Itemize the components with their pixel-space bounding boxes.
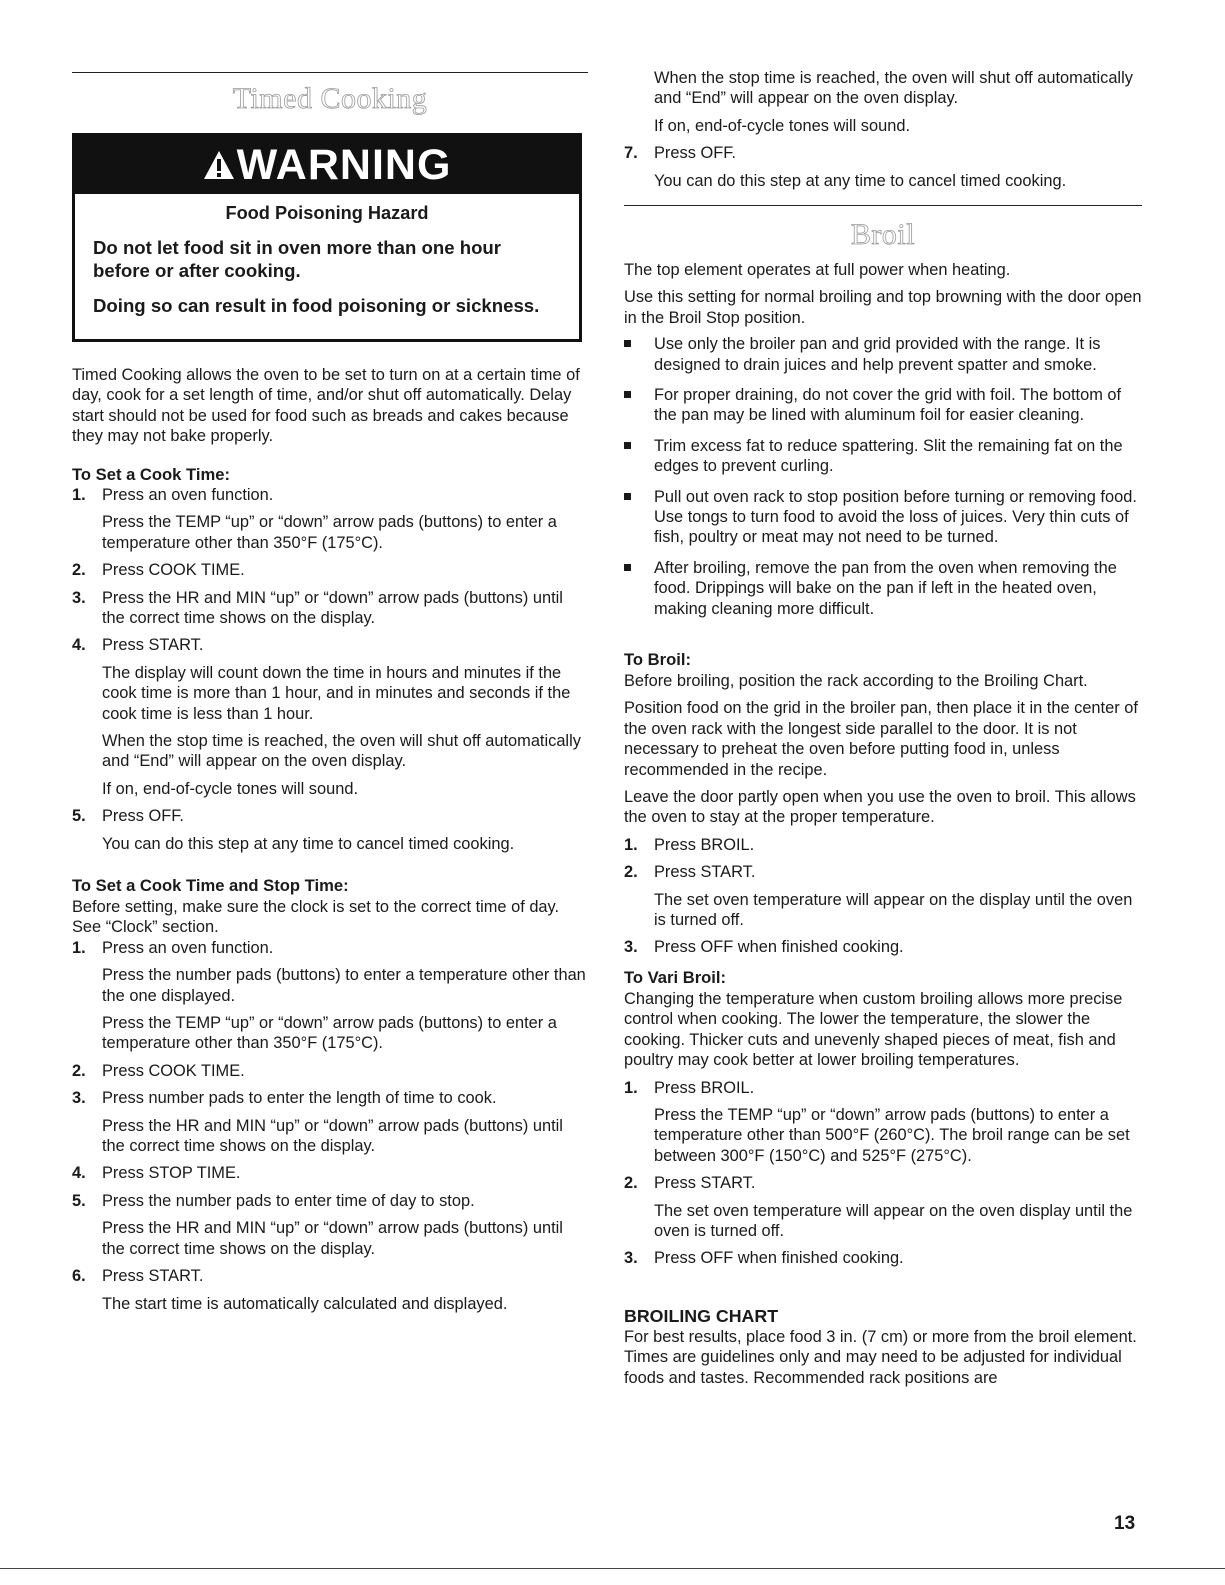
step-item [72,1061,588,1081]
step-number: 6. [72,1267,86,1286]
step-item [72,806,588,854]
step-item [72,1088,588,1156]
step-number: 2. [624,863,638,882]
step-item [72,938,588,1054]
step-number: 4. [72,636,86,655]
step-detail: The start time is automatically calculated and displayed. [102,1294,508,1313]
step-text: Press OFF. [654,144,736,163]
step-number: 4. [72,1164,86,1183]
set-cook-time-section [72,465,588,854]
to-broil-para: Before broiling, position the rack according to the Broiling Chart. [624,672,1088,690]
step-detail: Press the TEMP “up” or “down” arrow pads (buttons) to enter a temperature other than 500°F (260°C). The broil range can be set between 300°F (150°C) and 525°F (275°C). [654,1106,1130,1165]
bullet-text: For proper draining, do not cover the grid with foil. The bottom of the pan may be lined with aluminum foil for easier cleaning. [654,386,1122,425]
step-number: 3. [72,1089,86,1108]
timed-cooking-title: Timed Cooking [232,82,428,115]
step-detail: If on, end-of-cycle tones will sound. [102,779,359,798]
set-cook-time-heading: To Set a Cook Time: [72,465,230,484]
bullet-square-icon [624,493,631,500]
to-broil-para: Leave the door partly open when you use the oven to broil. This allows the oven to stay at the proper temperature. [624,788,1136,827]
bullet-square-icon [624,340,631,347]
warning-hazard: Food Poisoning Hazard [225,203,429,223]
bullet-square-icon [624,564,631,571]
step-item [72,1163,588,1183]
step-item [72,560,588,580]
set-cook-stop-time-intro: Before setting, make sure the clock is set to the correct time of day. See “Clock” section. [72,898,560,937]
step-text: Press OFF when finished cooking. [654,1249,904,1268]
step-text: Press START. [102,636,204,655]
step-item [72,485,588,553]
set-cook-time-steps [72,485,588,854]
bullet-square-icon [624,391,631,398]
step-item [624,1173,1142,1241]
timed-cooking-intro-block [72,365,580,447]
step-text: Press BROIL. [654,1078,755,1097]
step-item [72,1191,588,1259]
step-detail: The set oven temperature will appear on the display until the oven is turned off. [654,890,1133,930]
step-item [72,635,588,799]
step-detail: Press the number pads (buttons) to enter a temperature other than the one displayed. [102,966,586,1005]
step-detail: If on, end-of-cycle tones will sound. [654,116,911,135]
step-text: Press START. [102,1267,204,1286]
step-number: 1. [72,938,86,957]
step-number: 1. [72,486,86,504]
warning-box [72,133,582,342]
step-item [624,835,1142,855]
broiling-chart-section [624,1306,1142,1388]
bullet-item [624,436,1142,477]
step-number: 1. [624,835,638,854]
step-number: 3. [624,1249,638,1268]
broiling-chart-text: For best results, place food 3 in. (7 cm) or more from the broil element. Times are guidelines only and may need to be adjusted for individual foods and tastes. Recommended rack positions are [624,1328,1137,1387]
warning-triangle-icon [203,150,235,180]
step-text: Press BROIL. [654,835,755,854]
set-cook-stop-time-steps [72,938,588,1314]
step-number: 2. [72,561,86,580]
to-broil-heading: To Broil: [624,650,691,669]
bullet-text: Trim excess fat to reduce spattering. Slit the remaining fat on the edges to prevent curling. [654,436,1123,476]
broil-title: Broil [850,218,916,251]
step-text: Press START. [654,1174,756,1193]
bullet-text: After broiling, remove the pan from the oven when removing the food. Drippings will bake on the pan if left in the heated oven, making cleaning more difficult. [654,558,1117,618]
step-item [624,1078,1142,1167]
step-item [72,1266,588,1314]
broil-intro: Use this setting for normal broiling and top browning with the door open in the Broil Stop position. [624,288,1142,327]
step-text: Press the HR and MIN “up” or “down” arrow pads (buttons) until the correct time shows on the display. [102,588,563,628]
step-text: Press STOP TIME. [102,1164,241,1183]
step-detail: The display will count down the time in hours and minutes if the cook time is more than 1 hour, and in minutes and seconds if the cook time is less than 1 hour. [102,663,571,723]
step-detail: You can do this step at any time to cancel timed cooking. [654,171,1067,190]
vari-broil-intro: Changing the temperature when custom broiling allows more precise control when cooking. The lower the temperature, the slower the cooking. Thicker cuts and unevenly shaped pieces of meat, fish and poultry may cook better at lower broiling temperatures. [624,990,1123,1070]
step-text: Press OFF. [102,807,184,826]
step-detail: When the stop time is reached, the oven will shut off automatically and “End” will appear on the oven display. [654,69,1133,108]
broil-rule [624,205,1142,206]
step-detail: Press the HR and MIN “up” or “down” arrow pads (buttons) until the correct time shows on the display. [102,1116,563,1156]
step-number: 7. [624,144,638,163]
top-left-rule [72,72,588,73]
step-text: Press an oven function. [102,486,274,504]
step-detail: The set oven temperature will appear on the oven display until the oven is turned off. [654,1201,1133,1241]
step-detail: When the stop time is reached, the oven will shut off automatically and “End” will appear on the oven display. [102,732,581,771]
step-text: Press the number pads to enter time of day to stop. [102,1191,475,1210]
broil-section [624,260,1142,619]
broil-bullets [624,334,1142,619]
step-text: Press an oven function. [102,938,274,957]
warning-line: Do not let food sit in oven more than one hour before or after cooking. [93,237,502,281]
step-detail: Press the HR and MIN “up” or “down” arrow pads (buttons) until the correct time shows on the display. [102,1219,563,1258]
set-cook-stop-time-heading: To Set a Cook Time and Stop Time: [72,876,349,895]
step-item [624,937,1142,957]
timed-cooking-intro: Timed Cooking allows the oven to be set to turn on at a certain time of day, cook for a set length of time, and/or shut off automatically. Delay start should not be used for food such as breads and cakes because they may not bake properly. [72,366,580,446]
bullet-text: Use only the broiler pan and grid provided with the range. It is designed to drain juices and help prevent spatter and smoke. [654,335,1101,374]
step-text: Press COOK TIME. [102,1061,245,1080]
bullet-item [624,487,1142,548]
step-text: Press COOK TIME. [102,561,245,580]
step-text: Press START. [654,863,756,882]
warning-label: WARNING [236,141,452,189]
step-item [72,588,588,629]
broil-intro: The top element operates at full power when heating. [624,261,1011,279]
bullet-text: Pull out oven rack to stop position before turning or removing food. Use tongs to turn food to avoid the loss of juices. Very thin cuts of fish, poultry or meat may not need to be turned. [654,487,1137,547]
to-broil-section [624,650,1142,958]
to-broil-steps [624,835,1142,958]
step-number: 2. [624,1174,638,1193]
warning-line: Doing so can result in food poisoning or sickness. [93,295,540,316]
set-cook-stop-time-section [72,876,588,1314]
bullet-item [624,334,1142,375]
broiling-chart-heading: BROILING CHART [624,1306,779,1326]
step-item [624,862,1142,930]
warning-banner [75,136,579,194]
step-detail: You can do this step at any time to cancel timed cooking. [102,834,515,853]
step-item [624,1248,1142,1268]
step-number: 2. [72,1061,86,1080]
step-text: Press number pads to enter the length of time to cook. [102,1089,497,1108]
step-number: 5. [72,807,86,826]
bullet-square-icon [624,442,631,449]
bullet-item [624,558,1142,619]
step-detail: Press the TEMP “up” or “down” arrow pads (buttons) to enter a temperature other than 350°F (175°C). [102,1014,557,1053]
step-number: 1. [624,1078,638,1097]
step-text: Press OFF when finished cooking. [654,938,904,957]
step-item [624,68,1144,136]
step-item [624,143,1144,191]
step-number: 3. [624,938,638,957]
bullet-item [624,385,1142,426]
step-number: 5. [72,1191,86,1210]
vari-broil-section [624,968,1142,1269]
continued-steps [624,68,1144,191]
timed-cooking-continued [624,68,1144,191]
vari-broil-steps [624,1078,1142,1269]
step-number: 3. [72,588,86,607]
step-detail: Press the TEMP “up” or “down” arrow pads (buttons) to enter a temperature other than 350°F (175°C). [102,513,557,552]
vari-broil-heading: To Vari Broil: [624,968,727,987]
page-number: 13 [1114,1513,1136,1534]
to-broil-para: Position food on the grid in the broiler pan, then place it in the center of the oven rack with the longest side parallel to the door. It is not necessary to preheat the oven before putting food in, unless recommended in the recipe. [624,699,1138,779]
bottom-rule [0,1568,1225,1569]
